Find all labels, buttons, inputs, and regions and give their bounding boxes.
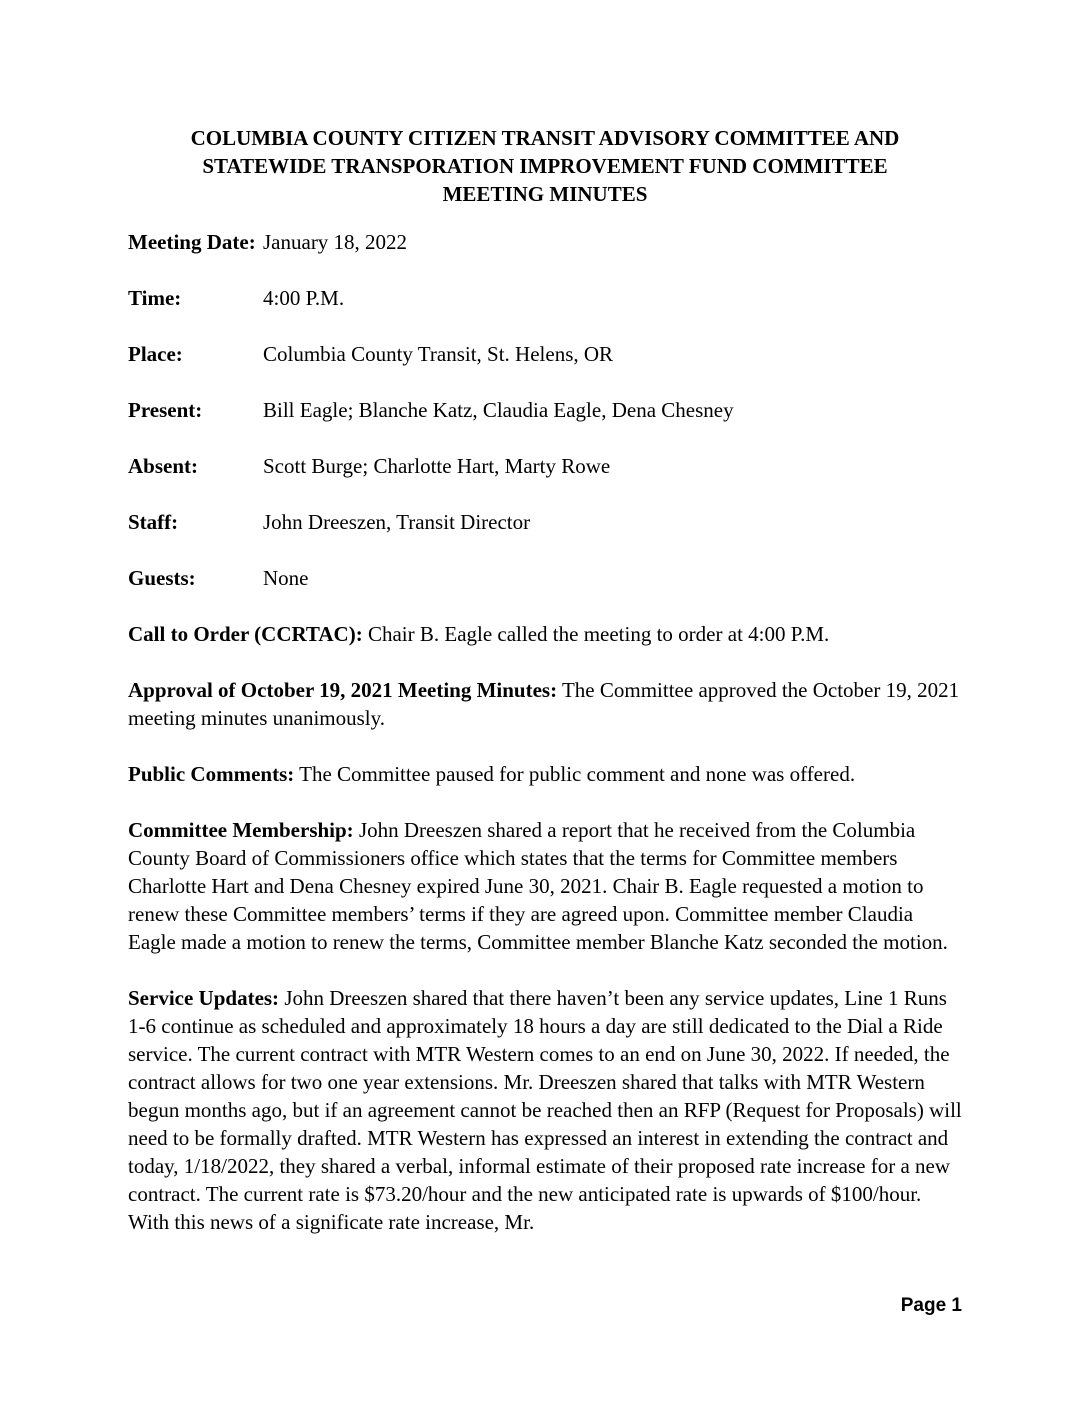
meta-row-absent — [128, 452, 962, 480]
meta-value: 4:00 P.M. — [263, 286, 345, 310]
paragraph-public-comments — [128, 760, 962, 788]
meta-value: Columbia County Transit, St. Helens, OR — [263, 342, 614, 366]
paragraph-approval-of-minutes — [128, 676, 962, 732]
paragraph-lead: Approval of October 19, 2021 Meeting Minutes: — [128, 678, 558, 702]
meta-label: Staff: — [128, 510, 179, 534]
meta-value: January 18, 2022 — [263, 230, 408, 254]
meeting-meta-section — [128, 228, 962, 592]
document-title — [128, 124, 962, 208]
paragraph-call-to-order — [128, 620, 962, 648]
title-line-2: STATEWIDE TRANSPORATION IMPROVEMENT FUND COMMITTEE — [202, 154, 888, 178]
meta-label: Time: — [128, 286, 182, 310]
page-number-footer: Page 1 — [900, 1295, 962, 1316]
meta-value: John Dreeszen, Transit Director — [263, 510, 531, 534]
meta-label: Guests: — [128, 566, 196, 590]
paragraph-committee-membership — [128, 816, 962, 956]
paragraph-lead: Committee Membership: — [128, 818, 354, 842]
paragraph-lead: Service Updates: — [128, 986, 280, 1010]
paragraph-body: Chair B. Eagle called the meeting to order at 4:00 P.M. — [362, 622, 830, 646]
paragraph-body: John Dreeszen shared that there haven’t been any service updates, Line 1 Runs 1-6 continue as scheduled and approximately 18 hours a day are still dedicated to the Dial a Ride service. The current contract with MTR Western comes to an end on June 30, 2022. If needed, the contract allows for two one year extensions. Mr. Dreeszen shared that talks with MTR Western begun months ago, but if an agreement cannot be reached then an RFP (Request for Proposals) will need to be formally drafted. MTR Western has expressed an interest in extending the contract and today, 1/18/2022, they shared a verbal, informal estimate of their proposed rate increase for a new contract. The current rate is $73.20/hour and the new anticipated rate is upwards of $100/hour. With this news of a significate rate increase, Mr. — [128, 986, 962, 1234]
paragraph-service-updates — [128, 984, 962, 1236]
meta-label: Place: — [128, 342, 183, 366]
meta-label: Absent: — [128, 454, 199, 478]
meta-value: Scott Burge; Charlotte Hart, Marty Rowe — [263, 454, 611, 478]
paragraph-lead: Call to Order (CCRTAC): — [128, 622, 363, 646]
paragraph-body: John Dreeszen shared a report that he received from the Columbia County Board of Commissioners office which states that the terms for Committee members Charlotte Hart and Dena Chesney expired June 30, 2021. Chair B. Eagle requested a motion to renew these Committee members’ terms if they are agreed upon. Committee member Claudia Eagle made a motion to renew the terms, Committee member Blanche Katz seconded the motion. — [128, 818, 948, 954]
paragraph-lead: Public Comments: — [128, 762, 295, 786]
meta-row-meeting-date — [128, 228, 962, 256]
meta-row-present — [128, 396, 962, 424]
meta-value: Bill Eagle; Blanche Katz, Claudia Eagle, Dena Chesney — [263, 398, 734, 422]
document-content — [128, 124, 962, 1264]
meta-value: None — [263, 566, 309, 590]
meta-label: Present: — [128, 398, 203, 422]
meta-row-time — [128, 284, 962, 312]
meta-label: Meeting Date: — [128, 230, 256, 254]
meta-row-place — [128, 340, 962, 368]
title-line-1: COLUMBIA COUNTY CITIZEN TRANSIT ADVISORY COMMITTEE AND — [190, 126, 900, 150]
paragraph-body: The Committee approved the October 19, 2021 meeting minutes unanimously. — [128, 678, 960, 730]
meta-row-staff — [128, 508, 962, 536]
meta-row-guests — [128, 564, 962, 592]
title-line-3: MEETING MINUTES — [442, 182, 648, 206]
paragraph-body: The Committee paused for public comment and none was offered. — [294, 762, 856, 786]
